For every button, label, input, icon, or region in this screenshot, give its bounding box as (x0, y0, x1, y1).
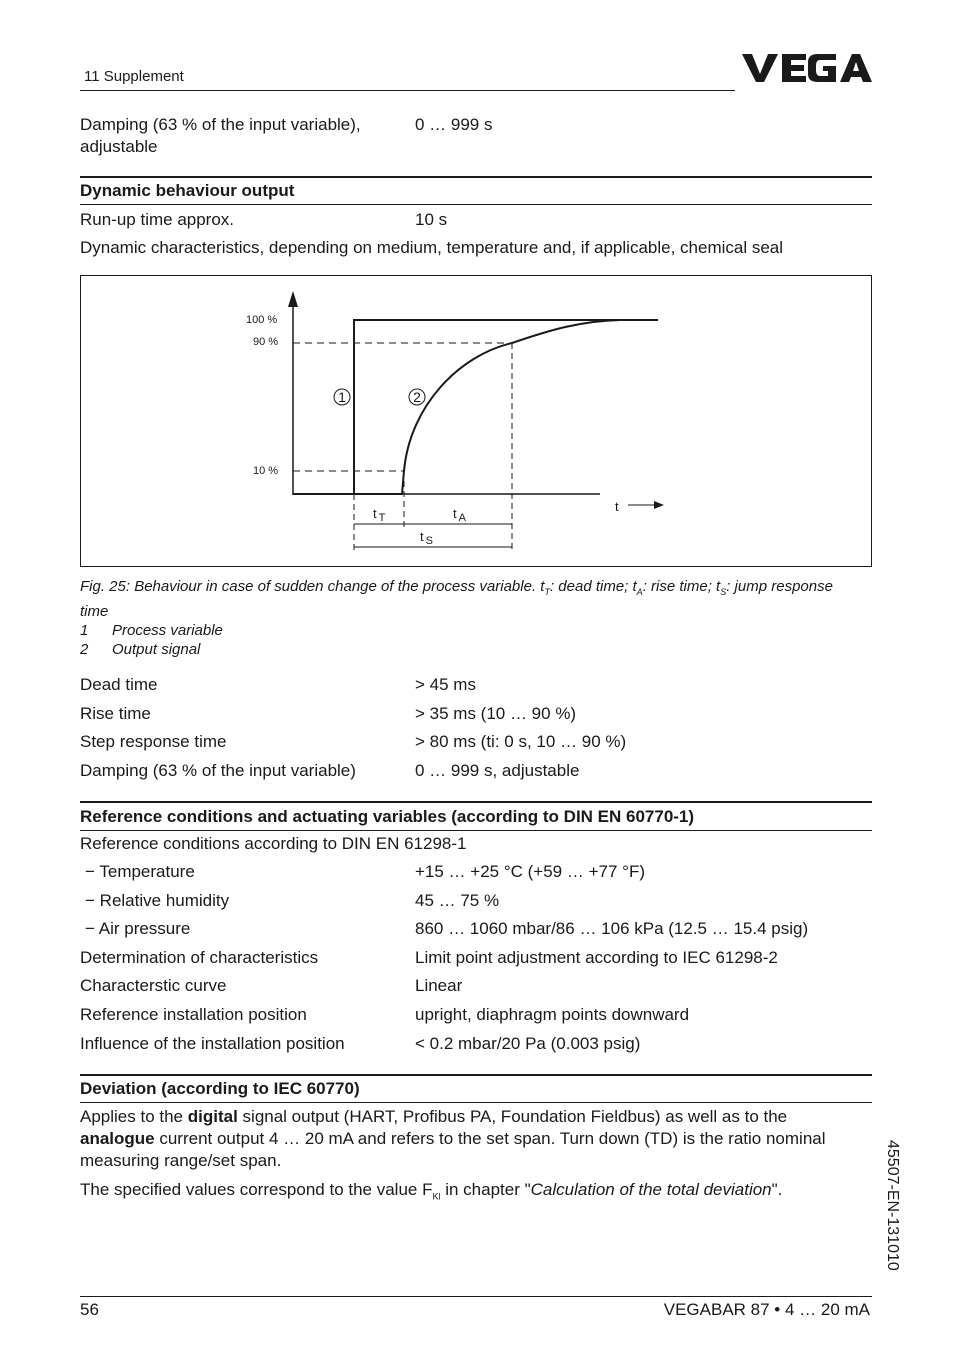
reference-item: − Relative humidity 45 … 75 % (85, 891, 500, 910)
damping-label (80, 114, 361, 158)
tS-label: t $_S$ (420, 529, 433, 547)
reference-row: Characterstic curve Linear (80, 976, 463, 995)
step-response-diagram (80, 275, 872, 567)
t-arrow-head (654, 501, 664, 509)
reference-section-title: Reference conditions and actuating variables (according to DIN EN 60770-1) (80, 807, 695, 826)
x-axis-label: t (615, 499, 619, 514)
y-label-10: 10 % (253, 465, 279, 477)
timing-row: Damping (63 % of the input variable) 0 … 999 s, adjustable (80, 761, 580, 780)
reference-row: Determination of characteristics Limit point adjustment according to IEC 61298-2 (80, 948, 778, 967)
vega-logo (740, 52, 874, 84)
header-rule (80, 90, 735, 91)
deviation-paragraph-1: Applies to the digital signal output (HART, Profibus PA, Foundation Fieldbus) as well as to the analogue current output 4 … 20 mA and refers to the set span. Turn down (TD) is the ratio nominal measuring range/set span. (80, 1107, 826, 1170)
section-rule-bottom (80, 830, 872, 831)
deviation-paragraph-2: The specified values correspond to the value $F_{Kl}$ in chapter "Calculation of the total deviation". (80, 1180, 783, 1202)
section-rule-top (80, 1074, 872, 1076)
page-number: 56 (80, 1300, 99, 1319)
running-header-section: 11 Supplement (84, 68, 184, 85)
footer-product: VEGABAR 87 • 4 … 20 mA (663, 1300, 870, 1319)
runup-label: Run-up time approx. (80, 210, 235, 229)
damping-value: 0 … 999 s (415, 115, 493, 134)
marker-2-label: 2 (413, 389, 421, 405)
section-rule-top (80, 801, 872, 803)
damping-label-line2: adjustable (80, 137, 158, 156)
reference-item: − Air pressure 860 … 1060 mbar/86 … 106 kPa (12.5 … 15.4 psig) (85, 919, 809, 938)
footer-rule (80, 1296, 872, 1297)
damping-label-line1: Damping (63 % of the input variable), (80, 115, 361, 134)
deviation-section-title: Deviation (according to IEC 60770) (80, 1079, 360, 1098)
runup-value: 10 s (415, 210, 448, 229)
reference-intro: Reference conditions according to DIN EN 61298-1 (80, 834, 467, 853)
tT-label: t $_T$ (373, 506, 386, 524)
section-rule-bottom (80, 1102, 872, 1103)
reference-row: Reference installation position upright, diaphragm points downward (80, 1005, 690, 1024)
reference-row: Influence of the installation position < 0.2 mbar/20 Pa (0.003 psig) (80, 1034, 641, 1053)
output-signal-curve (354, 320, 620, 494)
figure-caption: Fig. 25: Behaviour in case of sudden change of the process variable. $t_T$: dead time; $t_A$: rise time; $t_S$: jump response time (80, 578, 833, 620)
document-code: 45507-EN-131010 (884, 1140, 901, 1271)
legend-item-1: 1 Process variable (80, 622, 223, 639)
legend-item-2: 2 Output signal (80, 641, 201, 658)
y-label-90: 90 % (253, 336, 279, 348)
y-label-100: 100 % (246, 314, 278, 326)
dynamic-section-title: Dynamic behaviour output (80, 181, 295, 200)
marker-1-label: 1 (338, 389, 346, 405)
process-variable-curve (293, 320, 658, 494)
y-axis-arrow (288, 291, 298, 307)
reference-item: − Temperature +15 … +25 °C (+59 … +77 °F) (85, 862, 645, 881)
timing-row: Dead time > 45 ms (80, 675, 476, 694)
timing-row: Rise time > 35 ms (10 … 90 %) (80, 704, 577, 723)
timing-row: Step response time > 80 ms (ti: 0 s, 10 … 90 %) (80, 732, 627, 751)
section-rule-top (80, 176, 872, 178)
dynamic-intro: Dynamic characteristics, depending on medium, temperature and, if applicable, chemical seal (80, 238, 784, 257)
tA-label: t $_A$ (453, 506, 466, 524)
section-rule-bottom (80, 204, 872, 205)
